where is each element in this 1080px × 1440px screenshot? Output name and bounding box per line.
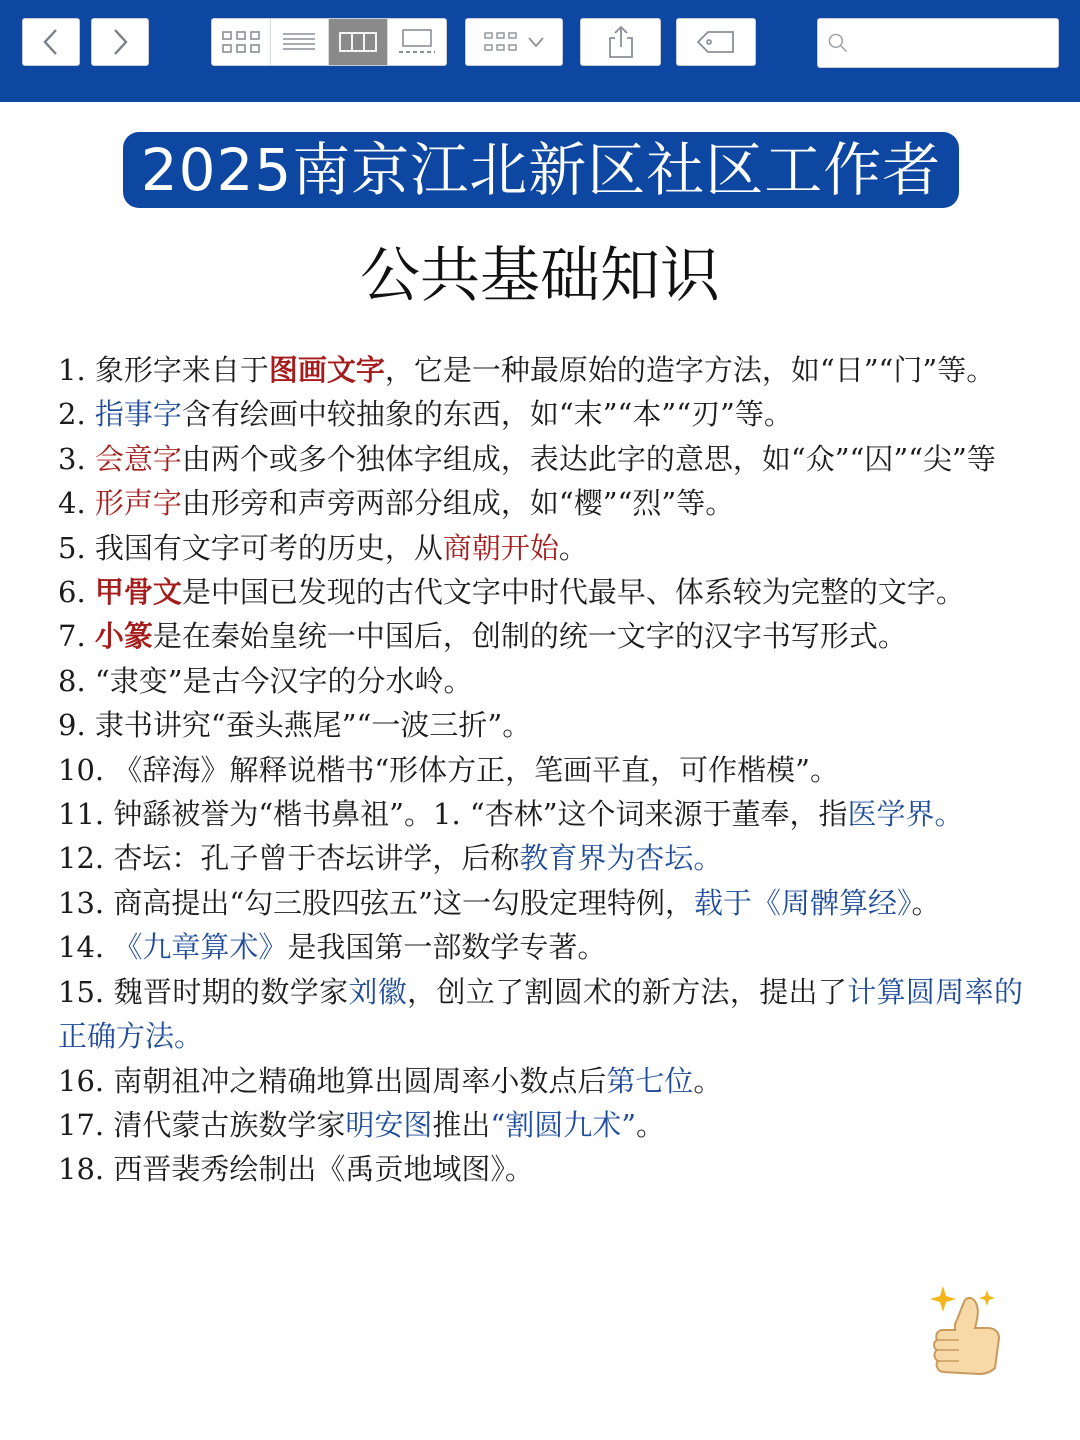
item-text: 16. 南朝祖冲之精确地算出圆周率小数点后: [58, 1063, 607, 1098]
title-banner: 2025南京江北新区社区工作者: [123, 132, 959, 208]
list-item: [58, 970, 1023, 1059]
list-icon: [281, 29, 317, 55]
view-mode-switcher: [211, 18, 447, 66]
item-text: 15. 魏晋时期的数学家: [58, 974, 349, 1009]
item-text: 由形旁和声旁两部分组成，如“樱”“烈”等。: [181, 486, 735, 521]
list-item: [58, 881, 1023, 925]
highlighted-term: 形声字: [94, 486, 182, 521]
item-text: 8. “隶变”是古今汉字的分水岭。: [58, 663, 473, 698]
item-text: 18. 西晋裴秀绘制出《禹贡地域图》。: [58, 1152, 534, 1187]
item-text: ，它是一种最原始的造字方法，如“日”“门”等。: [384, 353, 996, 387]
highlighted-term: 商朝开始: [442, 530, 559, 565]
item-text: 5. 我国有文字可考的历史，从: [58, 530, 443, 565]
highlighted-term: 刘徽: [348, 974, 408, 1009]
highlighted-term: 载于《周髀算经》: [694, 885, 912, 920]
thumbs-up-sparkle-icon: [925, 1278, 1011, 1388]
share-icon: [606, 25, 636, 59]
view-list-button[interactable]: [271, 19, 330, 65]
highlighted-term: “割圆九术”: [490, 1107, 637, 1142]
list-item: [58, 1059, 1023, 1103]
item-text: 。: [636, 1107, 666, 1142]
highlighted-term: 第七位: [606, 1063, 694, 1098]
item-text: 13. 商高提出“勾三股四弦五”这一勾股定理特例，: [58, 885, 694, 920]
tag-button[interactable]: [676, 18, 756, 66]
view-gallery-button[interactable]: [388, 19, 446, 65]
subtitle: 公共基础知识: [360, 241, 720, 311]
tag-icon: [696, 29, 736, 55]
item-text: 推出: [432, 1107, 491, 1142]
group-by-button[interactable]: [465, 18, 563, 66]
item-text: 。: [911, 885, 941, 920]
list-item: [58, 659, 1023, 703]
item-text: 是我国第一部数学专著。: [287, 930, 607, 965]
item-text: 含有绘画中较抽象的东西，如“末”“本”“刃”等。: [181, 397, 793, 432]
list-item: [58, 526, 1023, 570]
grid-icon: [221, 29, 261, 55]
highlighted-term: 明安图: [345, 1107, 433, 1142]
item-text: 由两个或多个独体字组成，表达此字的意思，如“众”“囚”“尖”等: [181, 441, 996, 476]
forward-button[interactable]: [91, 18, 149, 66]
list-item: [58, 348, 1023, 392]
highlighted-term: 计算圆周率的正确方法。: [58, 974, 1023, 1054]
toolbar: [0, 0, 1080, 102]
list-item: [58, 703, 1023, 747]
highlighted-term: 《九章算术》: [113, 930, 288, 965]
search-input[interactable]: [854, 27, 1058, 59]
item-text: 3.: [58, 441, 95, 476]
item-text: 14.: [58, 930, 114, 965]
item-text: 。: [693, 1063, 723, 1098]
list-item: [58, 437, 1023, 481]
highlighted-term: 图画文字: [268, 353, 385, 387]
search-box[interactable]: [817, 18, 1059, 68]
list-item: [58, 748, 1023, 792]
list-item: [58, 614, 1023, 658]
list-item: [58, 836, 1023, 880]
share-button[interactable]: [580, 18, 661, 66]
highlighted-term: 甲骨文: [94, 575, 182, 610]
search-icon: [828, 29, 848, 57]
list-item: [58, 392, 1023, 436]
highlighted-term: 医学界。: [847, 797, 964, 832]
highlighted-term: 指事字: [94, 397, 182, 432]
highlighted-term: 会意字: [94, 441, 182, 476]
view-columns-button[interactable]: [329, 19, 388, 65]
view-grid-button[interactable]: [212, 19, 271, 65]
item-text: 是在秦始皇统一中国后，创制的统一文字的汉字书写形式。: [152, 619, 907, 654]
list-item: [58, 792, 1023, 836]
item-text: 10. 《辞海》解释说楷书“形体方正，笔画平直，可作楷模”。: [58, 752, 839, 787]
highlighted-term: 教育界为杏坛。: [519, 841, 723, 876]
item-text: 是中国已发现的古代文字中时代最早、体系较为完整的文字。: [181, 575, 965, 610]
item-text: 2.: [58, 397, 95, 432]
item-text: ，创立了割圆术的新方法，提出了: [407, 974, 848, 1009]
item-text: 7.: [58, 619, 95, 654]
list-item: [58, 925, 1023, 969]
chevron-left-icon: [39, 27, 63, 57]
item-text: 9. 隶书讲究“蚕头燕尾”“一波三折”。: [58, 708, 532, 743]
item-text: 4.: [58, 486, 95, 521]
item-text: 1. 象形字来自于: [58, 353, 269, 387]
item-text: 17. 清代蒙古族数学家: [58, 1107, 346, 1142]
columns-icon: [338, 30, 378, 54]
list-item: [58, 1147, 1023, 1191]
highlighted-term: 小篆: [94, 619, 153, 654]
item-text: 。: [558, 530, 588, 565]
list-item: [58, 570, 1023, 614]
item-text: 12. 杏坛：孔子曾于杏坛讲学，后称: [58, 841, 520, 876]
group-by-icon: [483, 30, 523, 54]
list-item: [58, 481, 1023, 525]
chevron-down-icon: [527, 35, 545, 49]
item-text: 11. 钟繇被誉为“楷书鼻祖”。1. “杏林”这个词来源于董奉，指: [58, 797, 848, 832]
knowledge-list: [58, 348, 1023, 1192]
back-button[interactable]: [22, 18, 80, 66]
list-item: [58, 1103, 1023, 1147]
gallery-icon: [397, 28, 437, 56]
chevron-right-icon: [108, 27, 132, 57]
item-text: 6.: [58, 575, 95, 610]
